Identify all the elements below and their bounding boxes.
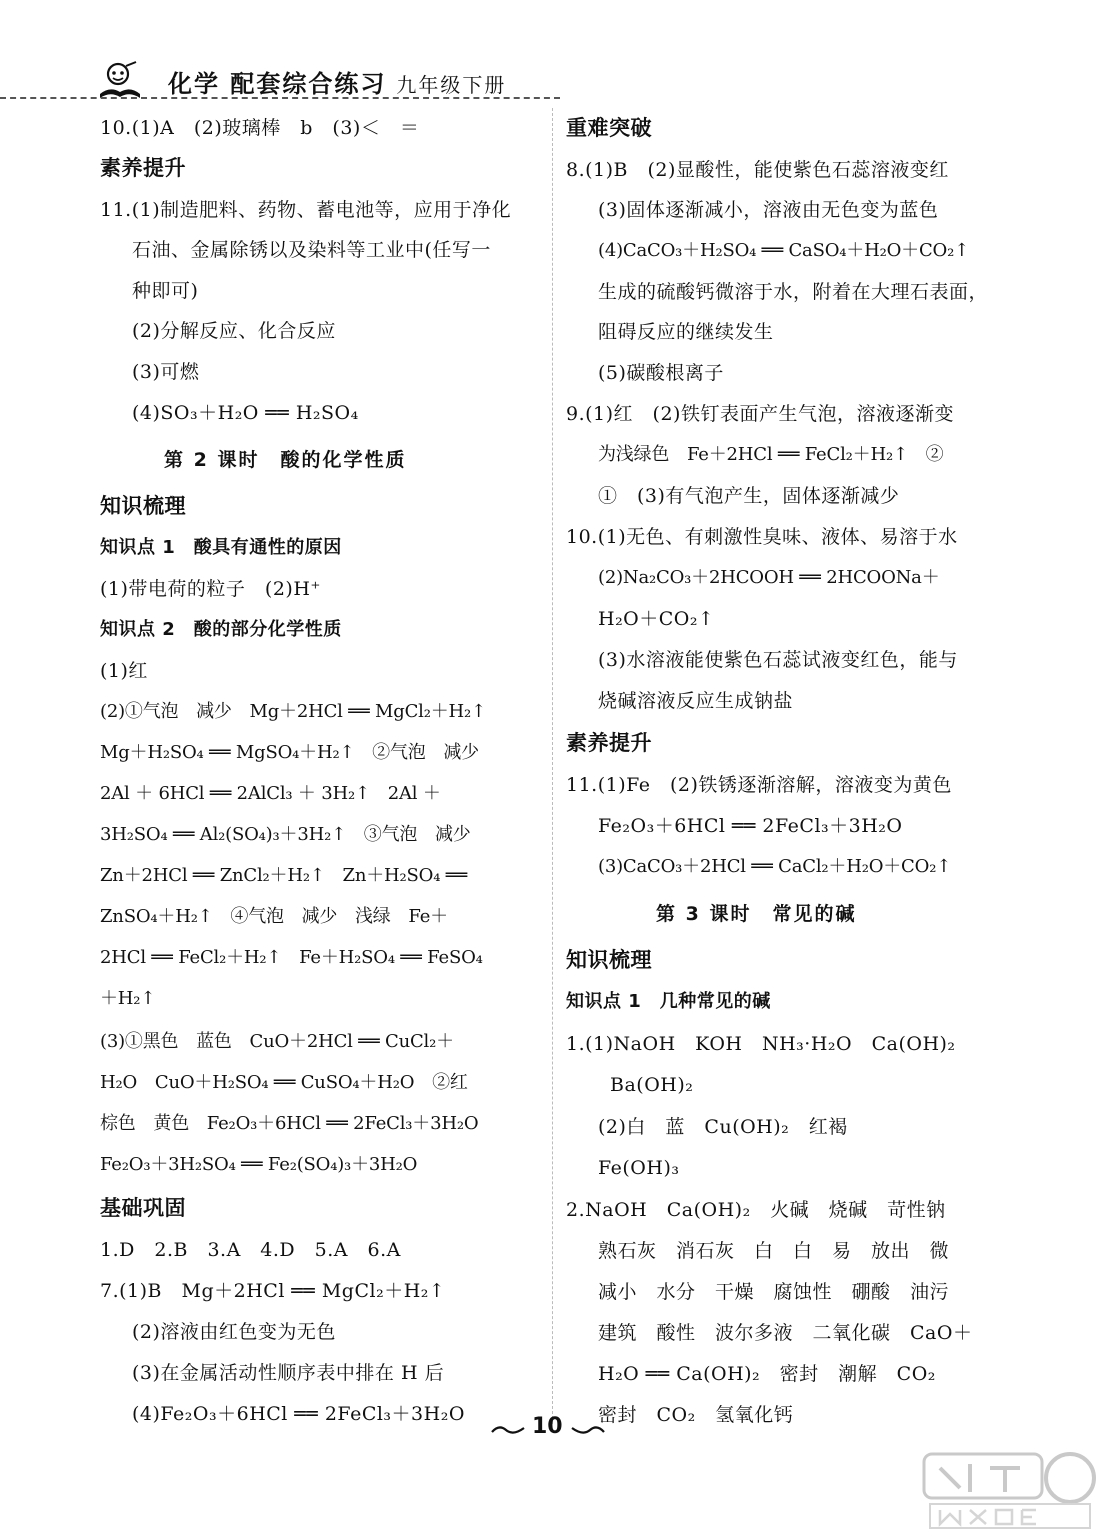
answer-line: Zn＋2HCl ══ ZnCl₂＋H₂↑ Zn＋H₂SO₄ ══ bbox=[100, 865, 468, 886]
answer-line: 生成的硫酸钙微溶于水，附着在大理石表面， bbox=[598, 281, 989, 303]
answer-line: 密封 CO₂ 氢氧化钙 bbox=[598, 1404, 794, 1426]
answer-line: 建筑 酸性 波尔多液 二氧化碳 CaO＋ bbox=[598, 1322, 973, 1344]
answer-line: (3)CaCO₃＋2HCl ══ CaCl₂＋H₂O＋CO₂↑ bbox=[598, 856, 952, 877]
answer-line: 阻碍反应的继续发生 bbox=[598, 321, 774, 343]
answer-line: 石油、金属除锈以及染料等工业中(任写一 bbox=[132, 239, 491, 261]
answer-line: 3H₂SO₄ ══ Al₂(SO₄)₃＋3H₂↑ ③气泡 减少 bbox=[100, 824, 471, 845]
answer-line: (4)SO₃＋H₂O ══ H₂SO₄ bbox=[132, 402, 359, 424]
header-title bbox=[168, 64, 506, 99]
answer-line: 8.(1)B (2)显酸性，能使紫色石蕊溶液变红 bbox=[566, 159, 949, 181]
answer-line: (2)溶液由红色变为无色 bbox=[132, 1321, 336, 1343]
lesson-title: 第 3 课时 常见的碱 bbox=[656, 903, 857, 925]
answer-line: 10.(1)无色、有刺激性臭味、液体、易溶于水 bbox=[566, 526, 958, 548]
answer-line: Fe₂O₃＋3H₂SO₄ ══ Fe₂(SO₄)₃＋3H₂O bbox=[100, 1154, 418, 1175]
book-mascot-logo bbox=[96, 60, 144, 100]
answer-line: (2)Na₂CO₃＋2HCOOH ══ 2HCOONa＋ bbox=[598, 567, 940, 588]
answer-line: (5)碳酸根离子 bbox=[598, 362, 724, 384]
left-swirl-icon bbox=[490, 1422, 526, 1438]
knowledge-point-heading: 知识点 2 酸的部分化学性质 bbox=[100, 619, 342, 640]
answer-line: (3)在金属活动性顺序表中排在 H 后 bbox=[132, 1362, 445, 1384]
header-dashed-rule bbox=[0, 97, 560, 99]
answer-line: (3)可燃 bbox=[132, 361, 200, 383]
answer-line: ZnSO₄＋H₂↑ ④气泡 减少 浅绿 Fe＋ bbox=[100, 906, 448, 927]
answer-line: ＋H₂↑ bbox=[100, 988, 156, 1009]
answer-line: 2.NaOH Ca(OH)₂ 火碱 烧碱 苛性钠 bbox=[566, 1199, 946, 1221]
section-heading: 素养提升 bbox=[100, 156, 186, 180]
answer-line: (2)白 蓝 Cu(OH)₂ 红褐 bbox=[598, 1116, 848, 1138]
answer-line: 烧碱溶液反应生成钠盐 bbox=[598, 690, 794, 712]
knowledge-point-heading: 知识点 1 几种常见的碱 bbox=[566, 991, 771, 1012]
answer-line: Fe(OH)₃ bbox=[598, 1157, 680, 1179]
knowledge-point-heading: 知识点 1 酸具有通性的原因 bbox=[100, 537, 342, 558]
answer-line: ① (3)有气泡产生，固体逐渐减少 bbox=[598, 485, 900, 507]
answer-line: Mg＋H₂SO₄ ══ MgSO₄＋H₂↑ ②气泡 减少 bbox=[100, 742, 479, 763]
answer-line: 为浅绿色 Fe＋2HCl ══ FeCl₂＋H₂↑ ② bbox=[598, 444, 944, 465]
answer-line: 2Al ＋ 6HCl ══ 2AlCl₃ ＋ 3H₂↑ 2Al ＋ bbox=[100, 783, 441, 804]
answer-line: (4)Fe₂O₃＋6HCl ══ 2FeCl₃＋3H₂O bbox=[132, 1403, 465, 1425]
answer-line: 1.(1)NaOH KOH NH₃·H₂O Ca(OH)₂ bbox=[566, 1033, 956, 1055]
lesson-title: 第 2 课时 酸的化学性质 bbox=[164, 449, 407, 471]
answer-line: (1)红 bbox=[100, 660, 148, 682]
answer-line: H₂O＋CO₂↑ bbox=[598, 608, 715, 630]
section-heading: 知识梳理 bbox=[566, 948, 652, 972]
section-heading: 素养提升 bbox=[566, 731, 652, 755]
answer-line: Fe₂O₃＋6HCl ══ 2FeCl₃＋3H₂O bbox=[598, 815, 903, 837]
section-heading: 知识梳理 bbox=[100, 494, 186, 518]
answer-line: (3)①黑色 蓝色 CuO＋2HCl ══ CuCl₂＋ bbox=[100, 1031, 454, 1052]
answer-line: 1.D 2.B 3.A 4.D 5.A 6.A bbox=[100, 1239, 401, 1261]
section-heading: 重难突破 bbox=[566, 116, 652, 140]
answer-line: 11.(1)制造肥料、药物、蓄电池等，应用于净化 bbox=[100, 199, 512, 221]
answer-line: 种即可) bbox=[132, 280, 199, 302]
answer-line: 棕色 黄色 Fe₂O₃＋6HCl ══ 2FeCl₃＋3H₂O bbox=[100, 1113, 479, 1134]
page-number: 10 bbox=[532, 1414, 563, 1439]
page-footer bbox=[490, 1410, 620, 1450]
answer-line: Ba(OH)₂ bbox=[610, 1074, 694, 1096]
answer-line: (3)固体逐渐减小，溶液由无色变为蓝色 bbox=[598, 199, 939, 221]
section-heading: 基础巩固 bbox=[100, 1196, 186, 1220]
answer-line: 10.(1)A (2)玻璃棒 b (3)＜ ＝ bbox=[100, 117, 420, 139]
answer-line: H₂O CuO＋H₂SO₄ ══ CuSO₄＋H₂O ②红 bbox=[100, 1072, 468, 1093]
answer-line: 减小 水分 干燥 腐蚀性 硼酸 油污 bbox=[598, 1281, 950, 1303]
column-divider bbox=[552, 108, 553, 1424]
book-title: 化学 配套综合练习 bbox=[168, 70, 387, 98]
grade-label: 九年级下册 bbox=[396, 73, 507, 97]
answer-line: 9.(1)红 (2)铁钉表面产生气泡，溶液逐渐变 bbox=[566, 403, 954, 425]
answer-line: 2HCl ══ FeCl₂＋H₂↑ Fe＋H₂SO₄ ══ FeSO₄ bbox=[100, 947, 483, 968]
answer-line: (2)①气泡 减少 Mg＋2HCl ══ MgCl₂＋H₂↑ bbox=[100, 701, 486, 722]
answer-line: 熟石灰 消石灰 白 白 易 放出 微 bbox=[598, 1240, 950, 1262]
right-swirl-icon bbox=[570, 1422, 606, 1438]
watermark-logo bbox=[920, 1448, 1100, 1532]
answer-line: (1)带电荷的粒子 (2)H⁺ bbox=[100, 578, 321, 600]
answer-line: H₂O ══ Ca(OH)₂ 密封 潮解 CO₂ bbox=[598, 1363, 936, 1385]
answer-line: (4)CaCO₃＋H₂SO₄ ══ CaSO₄＋H₂O＋CO₂↑ bbox=[598, 240, 969, 261]
answer-line: 7.(1)B Mg＋2HCl ══ MgCl₂＋H₂↑ bbox=[100, 1280, 446, 1302]
answer-line: (3)水溶液能使紫色石蕊试液变红色，能与 bbox=[598, 649, 958, 671]
answer-line: (2)分解反应、化合反应 bbox=[132, 320, 336, 342]
answer-line: 11.(1)Fe (2)铁锈逐渐溶解，溶液变为黄色 bbox=[566, 774, 952, 796]
